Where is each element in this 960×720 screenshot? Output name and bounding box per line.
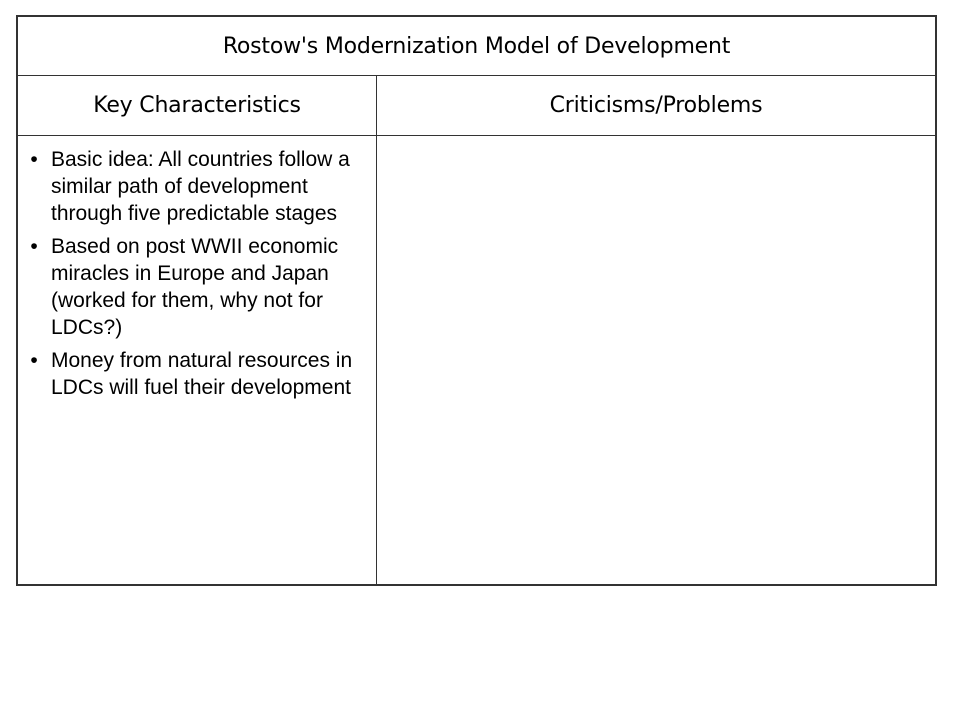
bullet-icon: • (30, 235, 38, 258)
list-item (25, 347, 362, 401)
table-title: Rostow's Modernization Model of Development (222, 33, 731, 59)
list-item-text: Money from natural resources in LDCs will fuel their development (51, 349, 353, 399)
criticisms-cell (377, 136, 935, 584)
list-item (25, 233, 362, 341)
table-body-row (18, 136, 935, 584)
column-header-criticisms: Criticisms/Problems (549, 93, 763, 118)
key-characteristics-list (25, 146, 362, 401)
comparison-table (16, 15, 937, 586)
table-header-row (18, 76, 935, 136)
list-item (25, 146, 362, 227)
key-characteristics-cell (18, 136, 377, 584)
list-item-text: Basic idea: All countries follow a similar path of development through five predictable stages (51, 148, 350, 225)
bullet-icon: • (30, 349, 38, 372)
column-header-key-characteristics: Key Characteristics (18, 76, 377, 135)
list-item-text: Based on post WWII economic miracles in Europe and Japan (worked for them, why not for LDCs?) (51, 235, 339, 339)
table-title-row (18, 17, 935, 76)
bullet-icon: • (30, 148, 38, 171)
